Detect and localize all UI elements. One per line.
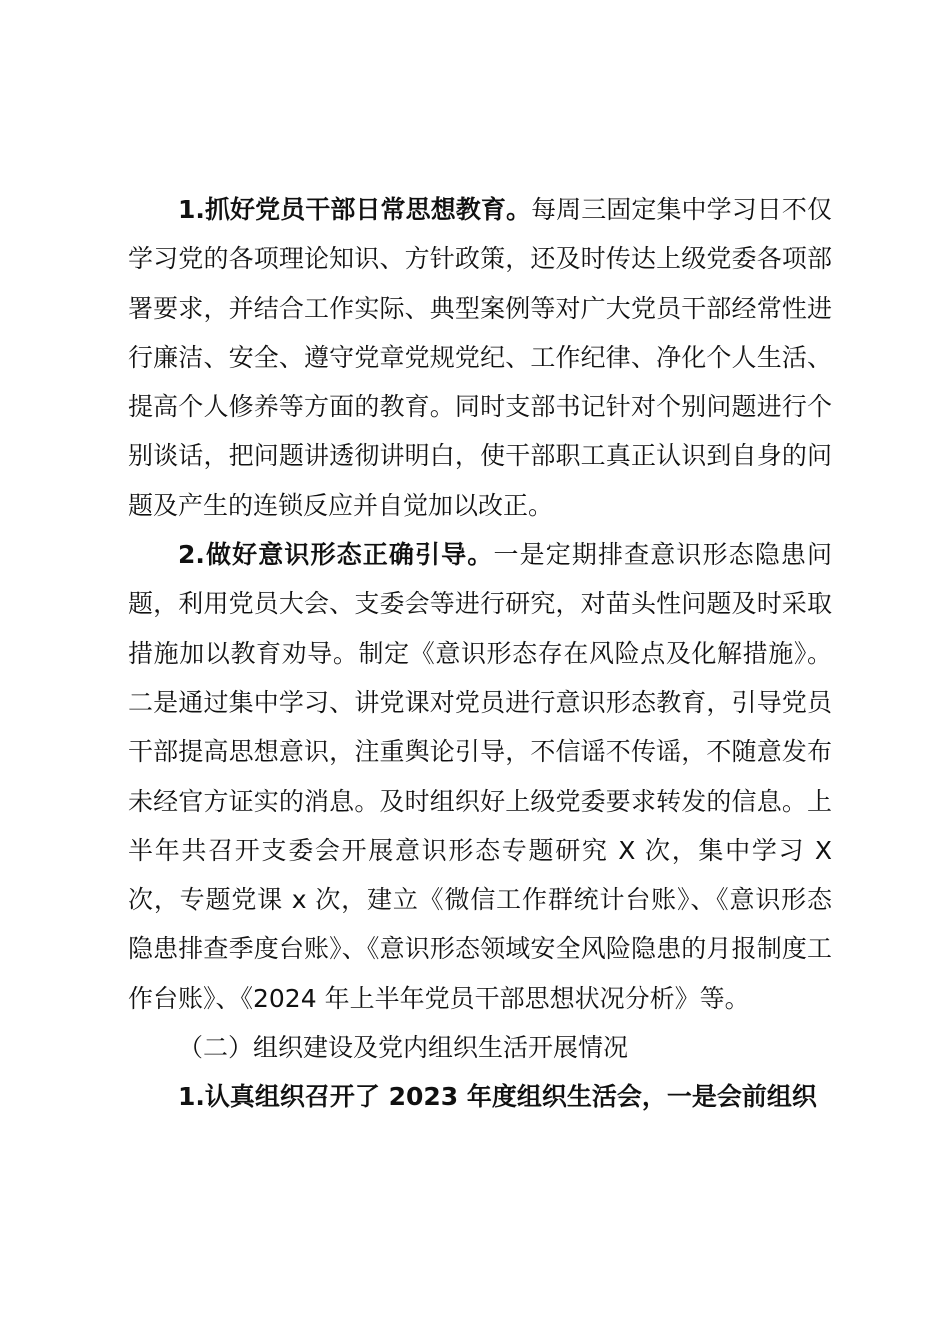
paragraph-1-text: 每周三固定集中学习日不仅学习党的各项理论知识、方针政策，还及时传达上级党委各项部署要求，并结合工作实际、典型案例等对广大党员干部经常性进行廉洁、安全、遵守党章党规党纪、工作纪律、净化个人生活、提高个人修养等方面的教育。同时支部书记针对个别问题进行个别谈话，把问题讲透彻讲明白，使干部职工真正认识到自身的问题及产生的连锁反应并自觉加以改正。	[128, 195, 832, 520]
paragraph-1	[128, 185, 832, 530]
document-body	[128, 185, 832, 1122]
paragraph-1-lead: 1.抓好党员干部日常思想教育。	[178, 195, 532, 224]
paragraph-2-lead: 2.做好意识形态正确引导。	[178, 540, 494, 570]
section-heading: （二）组织建设及党内组织生活开展情况	[178, 1033, 629, 1063]
paragraph-3-first-line: 1.认真组织召开了 2023 年度组织生活会，一是会前组织	[178, 1082, 817, 1112]
paragraph-2-text: 一是定期排查意识形态隐患问题，利用党员大会、支委会等进行研究，对苗头性问题及时采取措施加以教育劝导。制定《意识形态存在风险点及化解措施》。二是通过集中学习、讲党课对党员进行意识形态教育，引导党员干部提高思想意识，注重舆论引导，不信谣不传谣，不随意发布未经官方证实的消息。及时组织好上级党委要求转发的信息。上半年共召开支委会开展意识形态专题研究 X 次，集中学习 X 次，专题党课 x 次，建立《微信工作群统计台账》、《意识形态隐患排查季度台账》、《意识形态领域安全风险隐患的月报制度工作台账》、《2024 年上半年党员干部思想状况分析》等。	[128, 540, 832, 1013]
paragraph-2	[128, 530, 832, 1023]
